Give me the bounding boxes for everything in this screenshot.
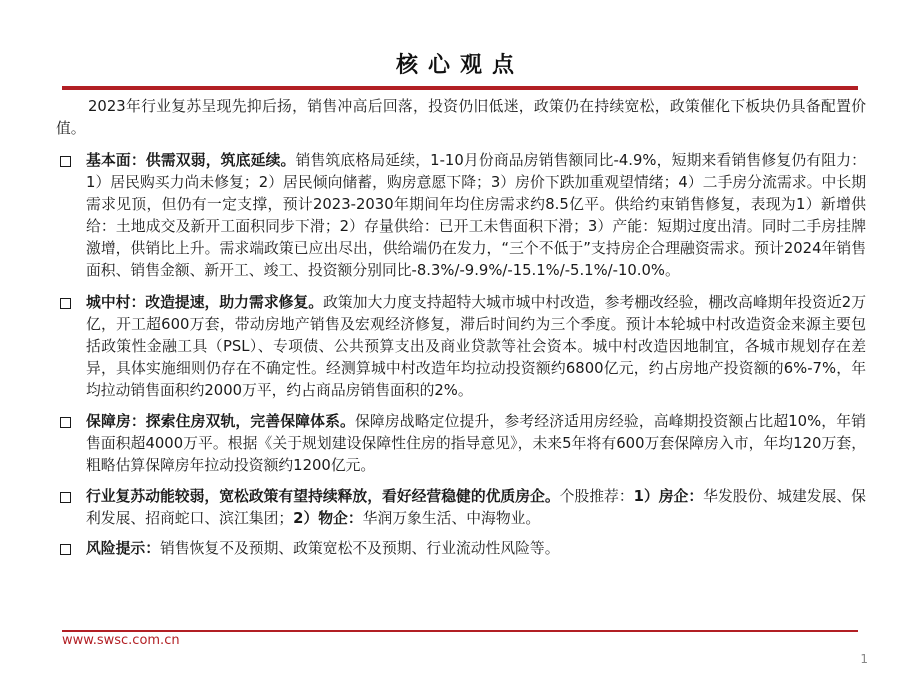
- bullet-body: 政策加大力度支持超特大城市城中村改造，参考棚改经验，棚改高峰期年投资近2万亿，开工超600万套，带动房地产销售及宏观经济修复，滞后时间约为三个季度。预计本轮城中村改造资金来源主要包括政策性金融工具（PSL）、专项债、公共预算支出及商业贷款等社会资本。城中村改造因地制宜，各城市规划存在差异，具体实施细则仍存在不确定性。经测算城中村改造年均拉动投资额约6800亿元，约占房地产投资额的6%-7%，年均拉动销售面积约2000万平，约占商品房销售面积的2%。: [86, 294, 866, 399]
- title-divider: [62, 86, 858, 90]
- bullet-heading: 风险提示：: [86, 540, 160, 557]
- bullet-urban-village: [56, 292, 866, 402]
- bullet-fundamentals: [56, 150, 866, 282]
- intro-paragraph: 2023年行业复苏呈现先抑后扬，销售冲高后回落，投资仍旧低迷，政策仍在持续宽松，政策催化下板块仍具备配置价值。: [56, 98, 866, 137]
- bullet-affordable-housing: [56, 411, 866, 477]
- square-bullet-icon: [60, 544, 71, 555]
- square-bullet-icon: [60, 298, 71, 309]
- main-content: [56, 96, 866, 560]
- sub-label-property-services: 2）物企：: [293, 510, 363, 527]
- page-title: 核心观点: [395, 53, 524, 78]
- square-bullet-icon: [60, 492, 71, 503]
- bullet-heading: 城中村：改造提速，助力需求修复。: [86, 294, 324, 311]
- footer-divider: [62, 630, 858, 632]
- bullet-heading: 保障房：探索住房双轨，完善保障体系。: [86, 413, 355, 430]
- page-number: 1: [860, 652, 868, 666]
- bullet-recommendations: [56, 486, 866, 530]
- bullet-body: 销售恢复不及预期、政策宽松不及预期、行业流动性风险等。: [160, 540, 560, 557]
- bullet-heading: 基本面：供需双弱，筑底延续。: [86, 152, 296, 169]
- square-bullet-icon: [60, 417, 71, 428]
- sub-label-developers: 1）房企：: [633, 488, 704, 505]
- bullet-body: 销售筑底格局延续，1-10月份商品房销售额同比-4.9%，短期来看销售修复仍有阻力：1）居民购买力尚未修复；2）居民倾向储蓄，购房意愿下降；3）房价下跌加重观望情绪；4）二手房分流需求。中长期需求见顶，但仍有一定支撑，预计2023-2030年期间年均住房需求约8.5亿平。供给约束销售修复，表现为1）新增供给：土地成交及新开工面积同步下滑；2）存量供给：已开工未售面积下滑；3）产能：短期过度出清。同时二手房挂牌激增，供销比上升。需求端政策已应出尽出，供给端仍在发力，“三个不低于”支持房企合理融资需求。预计2024年销售面积、销售金额、新开工、竣工、投资额分别同比-8.3%/-9.9%/-15.1%/-5.1%/-10.0%。: [86, 152, 866, 279]
- sub-text-developers: 华发股份、城建发展、保利发展、招商蛇口、滨江集团；: [86, 488, 866, 527]
- bullet-risk: [56, 538, 866, 560]
- bullet-body: 保障房战略定位提升，参考经济适用房经验，高峰期投资额占比超10%，年销售面积超4000万平。根据《关于规划建设保障性住房的指导意见》，未来5年将有600万套保障房入市，年均120万套，粗略估算保障房年拉动投资额约1200亿元。: [86, 413, 866, 474]
- square-bullet-icon: [60, 156, 71, 167]
- bullet-body: 个股推荐：: [559, 488, 634, 505]
- sub-text-property-services: 华润万象生活、中海物业。: [362, 510, 541, 527]
- footer-url[interactable]: www.swsc.com.cn: [62, 633, 180, 648]
- bullet-heading: 行业复苏动能较弱，宽松政策有望持续释放，看好经营稳健的优质房企。: [86, 488, 560, 505]
